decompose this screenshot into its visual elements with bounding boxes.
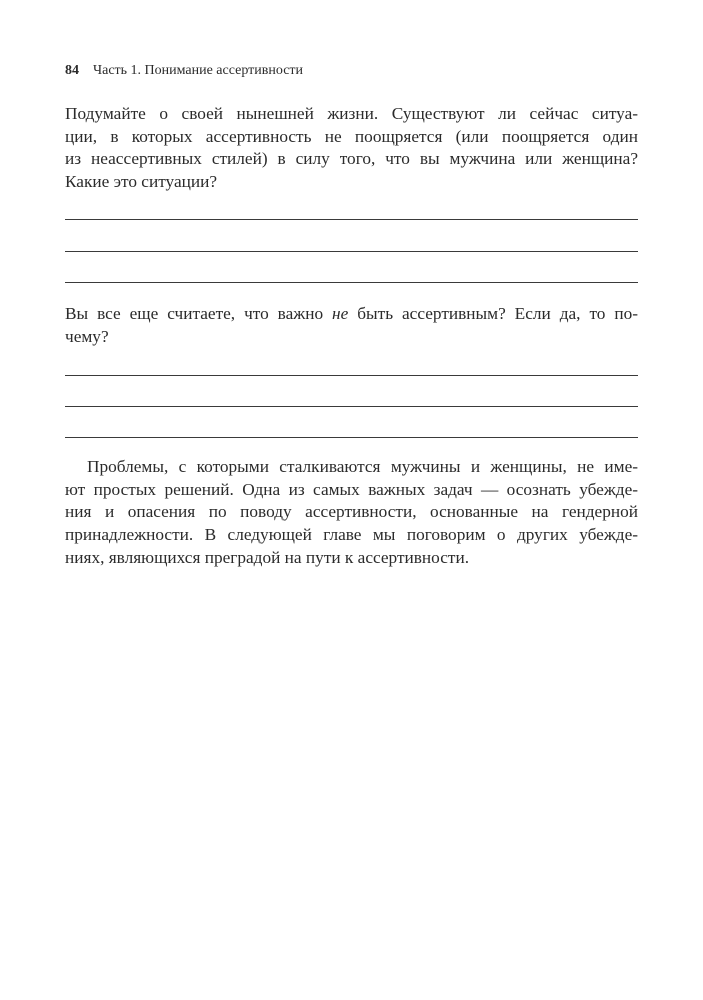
text-segment: быть ассертивным? Если да, то по- — [348, 304, 638, 323]
text-line: ции, в которых ассертивность не поощряется (или поощряется один — [65, 126, 638, 146]
exercise-question-1 — [65, 103, 638, 194]
answer-line[interactable] — [65, 437, 638, 438]
exercise-question-2 — [65, 303, 638, 348]
text-line: ниях, являющихся преградой на пути к ассертивности. — [65, 547, 470, 567]
closing-paragraph — [65, 456, 638, 570]
running-title: Часть 1. Понимание ассертивности — [93, 63, 304, 78]
text-line: принадлежности. В следующей главе мы поговорим о других убежде- — [65, 525, 638, 545]
emphasized-word: не — [332, 304, 349, 323]
text-line: Подумайте о своей нынешней жизни. Существуют ли сейчас ситуа- — [65, 104, 638, 123]
page-number: 84 — [65, 63, 79, 78]
answer-line[interactable] — [65, 251, 638, 252]
text-line: Проблемы, с которыми сталкиваются мужчины и женщины, не име- — [87, 457, 638, 476]
text-line: из неассертивных стилей) в силу того, что вы мужчина или женщина? — [65, 149, 638, 169]
running-header — [65, 62, 303, 80]
text-line: ют простых решений. Одна из самых важных задач — осознать убежде- — [65, 479, 638, 499]
text-line: ния и опасения по поводу ассертивности, основанные на гендерной — [65, 502, 638, 522]
text-segment: Вы все еще считаете, что важно — [65, 304, 333, 323]
answer-line[interactable] — [65, 375, 638, 376]
text-line: чему? — [65, 326, 109, 346]
answer-line[interactable] — [65, 219, 638, 220]
answer-line[interactable] — [65, 282, 638, 283]
answer-line[interactable] — [65, 406, 638, 407]
text-line: Какие это ситуации? — [65, 172, 218, 192]
text-line — [65, 303, 638, 326]
